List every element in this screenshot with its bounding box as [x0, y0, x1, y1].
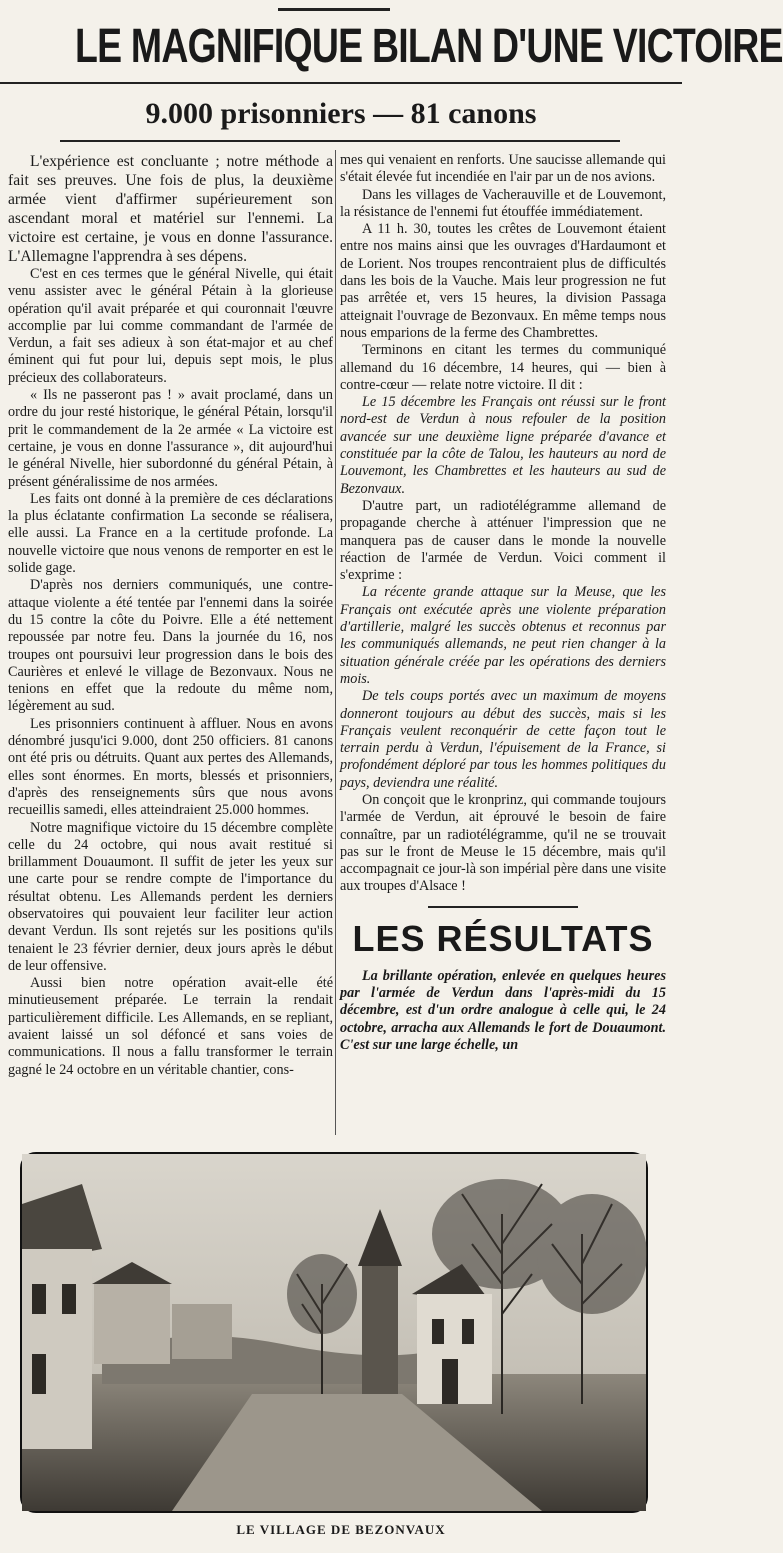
article-paragraph: Terminons en citant les termes du communiqué allemand du 16 décembre, 14 heures, qui — bien à contre-cœur — relate notre victoire. Il dit : — [340, 342, 666, 393]
headline-rule — [0, 82, 682, 84]
right-column — [340, 152, 666, 1147]
article-paragraph: « Ils ne passeront pas ! » avait proclamé, dans un ordre du jour resté historique, le général Pétain, lorsqu'il prit le commandement de la 2e armée « La victoire est certaine, je vous en donne l'assurance », dit aujourd'hui le général Nivelle, hier subordonné du général Pétain, à présent généralissime de nos armées. — [8, 387, 333, 490]
article-paragraph: D'autre part, un radiotélégramme allemand de propagande cherche à atténuer l'impression que ne manquera pas de causer dans le monde la nouvelle réaction de l'armée de Verdun. Voici comment il s'exprime : — [340, 497, 666, 584]
article-paragraph: Dans les villages de Vacherauville et de Louvemont, la résistance de l'ennemi fut étouffée immédiatement. — [340, 186, 666, 220]
section-lead: La brillante opération, enlevée en quelques heures par l'armée de Verdun dans l'après-midi du 15 décembre, est d'un ordre analogue à celle qui, le 24 octobre, arracha aux Allemands le fort de Douaumont. C'est sur une large échelle, un — [340, 967, 666, 1053]
left-column — [8, 152, 333, 1147]
column-divider — [335, 150, 336, 1135]
quoted-radiogram: De tels coups portés avec un maximum de moyens donneront toujours au début des succès, mais si les Français veulent reconquérir de cette façon tout le terrain perdu à Verdun, l'épuisement de la France, si profondément déploré par tous les hommes politiques du pays, deviendra une réalité. — [340, 688, 666, 791]
top-rule — [278, 8, 390, 11]
subheadline-rule — [60, 140, 620, 142]
article-paragraph: Les faits ont donné à la première de ces déclarations la plus éclatante confirmation La seconde se réalisera, elle aussi. La France en a la certitude profonde. La nouvelle victoire que nous venons de remporter en est le solide gage. — [8, 490, 333, 577]
article-paragraph: A 11 h. 30, toutes les crêtes de Louvemont étaient entre nos mains ainsi que les ouvrages d'Hardaumont et de Lorient. Nos troupes rencontraient plus de difficultés dans les bois de la Vauche. Mais leur progression ne fut pas arrêtée et, vers 15 heures, la division Passaga atteignait l'ouvrage de Bezonvaux. En même temps nous nous emparions de la ferme des Chambrettes. — [340, 221, 666, 341]
article-paragraph: Les prisonniers continuent à affluer. Nous en avons dénombré jusqu'ici 9.000, dont 250 officiers. 81 canons ont été pris ou détruits. Quant aux pertes des Allemands, elles sont énormes. En morts, blessés et prisonniers, d'après des renseignements sûrs que nous avons recueillis samedi, elles atteindraient 25.000 hommes. — [8, 715, 333, 819]
lead-paragraph: L'expérience est concluante ; notre méthode a fait ses preuves. Une fois de plus, la deuxième armée vient d'affirmer supérieurement son ascendant moral et matériel sur l'ennemi. La victoire est certaine, je vous en donne l'assurance. L'Allemagne l'apprendra à ses dépens. — [8, 153, 333, 265]
quoted-radiogram: La récente grande attaque sur la Meuse, que les Français ont exécutée après une violente préparation d'artillerie, malgré les succès obtenus et reconnus par les communiqués allemands, ne peut rien changer à la situation générale créée par les opérations des derniers mois. — [340, 584, 666, 687]
section-title: LES RÉSULTATS — [352, 917, 654, 959]
article-paragraph: On conçoit que le kronprinz, qui commande toujours l'armée de Verdun, ait éprouvé le besoin de faire connaître, par un radiotélégramme, qu'il ne se trouvait pas sur le front de Meuse le 15 décembre, mais qu'il accompagnait ce jour-là son impérial père dans une visite aux troupes d'Alsace ! — [340, 791, 666, 895]
article-paragraph: Aussi bien notre opération avait-elle été minutieusement préparée. Le terrain la rendait particulièrement difficile. Les Allemands, en se repliant, avaient laissé un sol défoncé et sans voies de communications. Il nous a fallu transformer le terrain gagné le 24 octobre en un véritable chantier, cons- — [8, 975, 333, 1078]
village-photo-illustration — [22, 1154, 646, 1511]
subheadline: 9.000 prisonniers — 81 canons — [145, 97, 537, 130]
section-rule — [428, 906, 578, 908]
photo-caption: LE VILLAGE DE BEZONVAUX — [236, 1522, 446, 1537]
article-paragraph: mes qui venaient en renforts. Une saucisse allemande qui s'était élevée fut incendiée en l'air par un de nos avions. — [340, 152, 666, 186]
village-photograph — [20, 1152, 648, 1513]
article-paragraph: Notre magnifique victoire du 15 décembre complète celle du 24 octobre, qui nous avait restitué si brillamment Douaumont. Il suffit de jeter les yeux sur une carte pour se rendre compte de l'importance du résultat obtenu. Les Allemands perdent les derniers observatoires qui pouvaient leur faciliter leur action devant Verdun. Ils sont rejetés sur les positions qu'ils tenaient le 23 février dernier, deux jours après le début de leur offensive. — [8, 819, 333, 974]
page-headline: LE MAGNIFIQUE BILAN D'UNE VICTOIRE — [75, 20, 783, 73]
article-paragraph: C'est en ces termes que le général Nivelle, qui était venu assister avec le général Pétain à la glorieuse opération qu'il avait préparée et qui couronnait l'œuvre accomplie par lui comme commandant de l'armée de Verdun, a fait ses adieux à son état-major et au chef éminent qui fut pour lui, depuis sept mois, le plus précieux des collaborateurs. — [8, 266, 333, 386]
article-paragraph: D'après nos derniers communiqués, une contre-attaque violente a été tentée par l'ennemi dans la soirée du 15 contre la côte du Poivre. Elle a été nettement repoussée par notre feu. Dans la journée du 16, nos troupes ont poursuivi leur progression dans le bois des Caurières et enlevé le village de Bezonvaux. Nous ne tenions en effet que la redoute du même nom, légèrement au sud. — [8, 577, 333, 715]
quoted-communique: Le 15 décembre les Français ont réussi sur le front nord-est de Verdun à nous refouler de la position avancée sur une deuxième ligne préparée d'avance et constituée par la côte de Talou, les hauteurs au nord de Louvemont, les Chambrettes et les hauteurs au sud de Bezonvaux. — [340, 394, 666, 497]
